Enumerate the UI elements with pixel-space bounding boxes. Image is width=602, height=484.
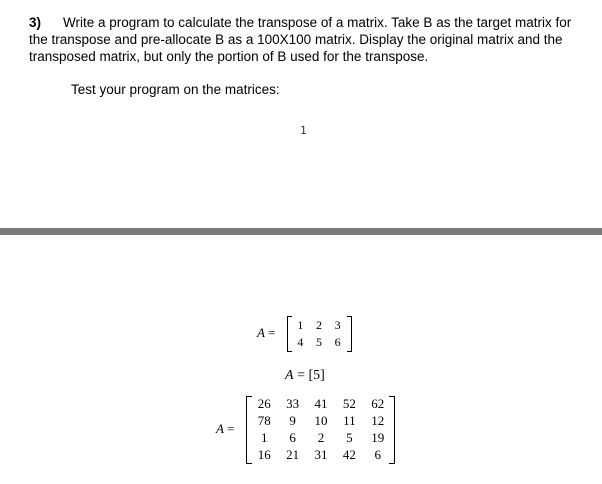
- equals-sign: =: [267, 325, 276, 340]
- matrix-cell: 10: [314, 412, 328, 428]
- matrix-cell: 4: [297, 335, 304, 349]
- matrix-cell: 9: [289, 412, 296, 428]
- matrix-1-right-bracket: [347, 316, 352, 352]
- matrix-cell: 5: [346, 429, 353, 445]
- matrix-3-variable: A: [216, 421, 224, 436]
- matrix-cell: 3: [334, 318, 341, 332]
- matrix-cell: 6: [289, 429, 296, 445]
- matrix-cell: 1: [260, 429, 268, 445]
- matrix-2-value: [5]: [308, 368, 325, 383]
- matrix-cell: 2: [315, 318, 322, 332]
- matrix-cell: 42: [342, 446, 356, 462]
- matrix-cell: 21: [286, 446, 300, 462]
- matrix-cell: 33: [286, 395, 300, 411]
- matrix-cell: 19: [371, 429, 385, 445]
- matrix-3-lhs: [216, 421, 234, 437]
- matrix-cell: 62: [371, 395, 385, 411]
- matrix-2: [285, 368, 325, 384]
- matrix-1-grid: [291, 317, 347, 351]
- matrix-cell: 52: [342, 395, 356, 411]
- matrix-1-lhs: [257, 325, 275, 341]
- matrix-cell: 26: [257, 395, 271, 411]
- page-number: 1: [300, 124, 307, 137]
- matrix-cell: 5: [315, 335, 322, 349]
- matrix-2-variable: A: [285, 368, 294, 383]
- equals-sign: =: [297, 368, 305, 383]
- matrix-cell: 6: [374, 446, 382, 462]
- test-instruction: Test your program on the matrices:: [71, 82, 280, 97]
- matrix-cell: 31: [314, 446, 328, 462]
- problem-statement: [29, 14, 589, 65]
- page-divider: [0, 228, 602, 235]
- matrix-1-variable: A: [257, 325, 265, 340]
- matrix-cell: 12: [371, 412, 385, 428]
- matrix-3-grid: [250, 395, 392, 463]
- equals-sign: =: [226, 421, 235, 436]
- matrix-cell: 6: [334, 335, 341, 349]
- matrix-cell: 16: [257, 446, 271, 462]
- problem-number: 3): [29, 15, 42, 30]
- matrix-cell: 2: [317, 429, 325, 445]
- matrix-cell: 1: [297, 318, 304, 332]
- problem-text: Write a program to calculate the transpose of a matrix. Take B as the target matrix for the transpose and pre-allocate B as a 100X100 matrix. Display the original matrix and the transposed matrix, but only the portion of B used for the transpose.: [29, 15, 572, 64]
- matrix-cell: 78: [257, 412, 271, 428]
- matrix-cell: 11: [343, 412, 356, 428]
- matrix-cell: 41: [314, 395, 328, 411]
